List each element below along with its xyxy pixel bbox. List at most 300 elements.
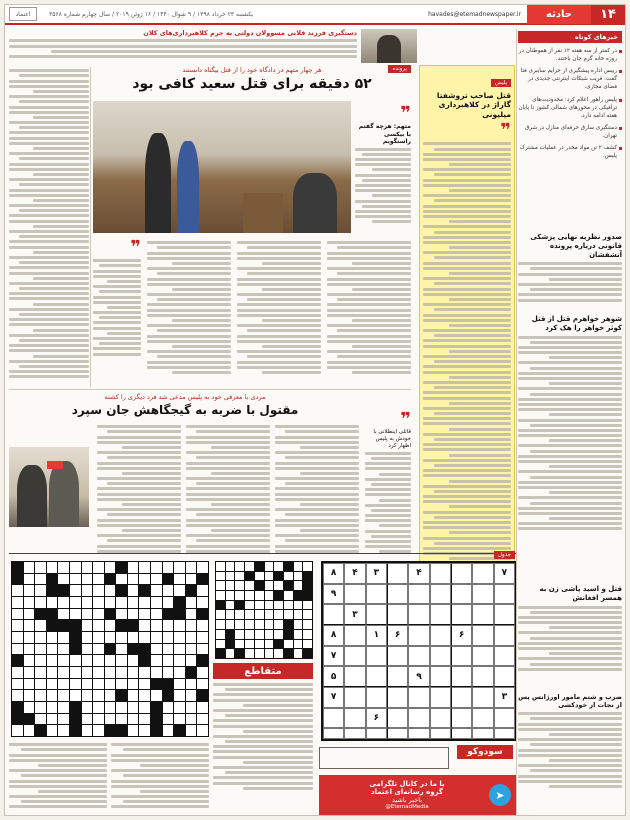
sudoku-cell[interactable]	[387, 728, 408, 739]
crossword-cell[interactable]	[47, 562, 58, 573]
crossword-cell[interactable]	[235, 591, 244, 600]
crossword-cell[interactable]	[274, 581, 283, 590]
crossword-cell[interactable]	[294, 649, 303, 658]
sudoku-cell[interactable]: ۹	[408, 666, 429, 687]
crossword-cell[interactable]	[174, 679, 185, 690]
crossword-cell[interactable]	[24, 620, 35, 631]
crossword-cell[interactable]	[47, 655, 58, 666]
crossword-cell[interactable]	[58, 655, 69, 666]
crossword-cell[interactable]	[58, 632, 69, 643]
section-email[interactable]: havades@etemadnewspaper.ir	[428, 10, 521, 18]
crossword-cell[interactable]	[186, 644, 197, 655]
sudoku-cell[interactable]: ۷	[323, 646, 344, 667]
crossword-cell[interactable]	[255, 610, 264, 619]
crossword-cell[interactable]	[197, 597, 208, 608]
crossword-cell[interactable]	[105, 597, 116, 608]
crossword-cell[interactable]	[82, 574, 93, 585]
crossword-cell[interactable]	[58, 714, 69, 725]
sudoku-cell[interactable]	[472, 563, 493, 584]
crossword-cell[interactable]	[197, 714, 208, 725]
crossword-cell[interactable]	[186, 655, 197, 666]
crossword-cell[interactable]	[70, 679, 81, 690]
crossword-cell[interactable]	[284, 640, 293, 649]
crossword-cell[interactable]	[284, 581, 293, 590]
crossword-cell[interactable]	[24, 562, 35, 573]
crossword-cell[interactable]	[303, 640, 312, 649]
sudoku-cell[interactable]: ۶	[366, 708, 387, 729]
crossword-cell[interactable]	[265, 591, 274, 600]
sudoku-cell[interactable]	[366, 604, 387, 625]
crossword-cell[interactable]	[255, 630, 264, 639]
crossword-cell[interactable]	[47, 702, 58, 713]
crossword-cell[interactable]	[226, 649, 235, 658]
crossword-cell[interactable]	[163, 655, 174, 666]
crossword-cell[interactable]	[12, 714, 23, 725]
crossword-cell[interactable]	[235, 620, 244, 629]
crossword-cell[interactable]	[163, 620, 174, 631]
crossword-cell[interactable]	[186, 690, 197, 701]
crossword-cell[interactable]	[245, 640, 254, 649]
crossword-cell[interactable]	[265, 601, 274, 610]
crossword-cell[interactable]	[128, 725, 139, 736]
crossword-cell[interactable]	[226, 620, 235, 629]
crossword-cell[interactable]	[70, 644, 81, 655]
crossword-cell[interactable]	[197, 655, 208, 666]
crossword-cell[interactable]	[116, 562, 127, 573]
sudoku-cell[interactable]	[366, 687, 387, 708]
crossword-cell[interactable]	[70, 609, 81, 620]
crossword-cell[interactable]	[235, 640, 244, 649]
sudoku-cell[interactable]: ۹	[323, 584, 344, 605]
crossword-cell[interactable]	[186, 632, 197, 643]
crossword-cell[interactable]	[12, 679, 23, 690]
crossword-cell[interactable]	[151, 714, 162, 725]
crossword-cell[interactable]	[216, 601, 225, 610]
crossword-cell[interactable]	[70, 574, 81, 585]
crossword-cell[interactable]	[186, 562, 197, 573]
crossword-cell[interactable]	[128, 597, 139, 608]
crossword-cell[interactable]	[245, 601, 254, 610]
crossword-cell[interactable]	[151, 644, 162, 655]
crossword-cell[interactable]	[294, 620, 303, 629]
crossword-cell[interactable]	[294, 591, 303, 600]
crossword-cell[interactable]	[139, 585, 150, 596]
sudoku-cell[interactable]	[430, 646, 451, 667]
crossword-cell[interactable]	[197, 725, 208, 736]
crossword-cell[interactable]	[197, 620, 208, 631]
crossword-cell[interactable]	[174, 585, 185, 596]
sudoku-cell[interactable]: ۳	[366, 563, 387, 584]
crossword-cell[interactable]	[82, 655, 93, 666]
crossword-cell[interactable]	[303, 649, 312, 658]
crossword-cell[interactable]	[139, 714, 150, 725]
crossword-cell[interactable]	[35, 632, 46, 643]
crossword-cell[interactable]	[47, 667, 58, 678]
crossword-cell[interactable]	[151, 690, 162, 701]
crossword-cell[interactable]	[105, 609, 116, 620]
crossword-cell[interactable]	[163, 597, 174, 608]
crossword-cell[interactable]	[12, 702, 23, 713]
crossword-cell[interactable]	[303, 581, 312, 590]
sudoku-cell[interactable]	[451, 584, 472, 605]
crossword-cell[interactable]	[174, 702, 185, 713]
crossword-cell[interactable]	[294, 630, 303, 639]
crossword-cell[interactable]	[82, 585, 93, 596]
crossword-cell[interactable]	[245, 572, 254, 581]
crossword-cell[interactable]	[12, 574, 23, 585]
crossword-cell[interactable]	[12, 667, 23, 678]
crossword-cell[interactable]	[197, 609, 208, 620]
crossword-cell[interactable]	[139, 702, 150, 713]
crossword-cell[interactable]	[197, 574, 208, 585]
crossword-cell[interactable]	[245, 610, 254, 619]
crossword-cell[interactable]	[93, 702, 104, 713]
crossword-cell[interactable]	[12, 609, 23, 620]
crossword-cell[interactable]	[58, 725, 69, 736]
sudoku-cell[interactable]	[494, 646, 515, 667]
crossword-cell[interactable]	[174, 574, 185, 585]
sudoku-cell[interactable]	[344, 728, 365, 739]
crossword-cell[interactable]	[70, 702, 81, 713]
crossword-cell[interactable]	[128, 655, 139, 666]
crossword-cell[interactable]	[163, 562, 174, 573]
sudoku-cell[interactable]	[472, 604, 493, 625]
crossword-cell[interactable]	[82, 632, 93, 643]
sudoku-cell[interactable]	[344, 708, 365, 729]
crossword-cell[interactable]	[35, 667, 46, 678]
sudoku-cell[interactable]	[408, 708, 429, 729]
crossword-cell[interactable]	[58, 679, 69, 690]
sudoku-cell[interactable]	[366, 646, 387, 667]
crossword-cell[interactable]	[47, 690, 58, 701]
crossword-cell[interactable]	[139, 655, 150, 666]
crossword-cell[interactable]	[303, 601, 312, 610]
crossword-cell[interactable]	[151, 585, 162, 596]
crossword-cell[interactable]	[216, 640, 225, 649]
sudoku-cell[interactable]	[451, 563, 472, 584]
crossword-cell[interactable]	[226, 591, 235, 600]
crossword-cell[interactable]	[105, 725, 116, 736]
crossword-cell[interactable]	[284, 562, 293, 571]
crossword-cell[interactable]	[235, 601, 244, 610]
crossword-cell[interactable]	[105, 679, 116, 690]
crossword-cell[interactable]	[93, 597, 104, 608]
crossword-cell[interactable]	[284, 649, 293, 658]
crossword-cell[interactable]	[47, 679, 58, 690]
crossword-cell[interactable]	[70, 562, 81, 573]
crossword-cell[interactable]	[116, 667, 127, 678]
sudoku-cell[interactable]	[451, 646, 472, 667]
crossword-cell[interactable]	[274, 640, 283, 649]
crossword-cell[interactable]	[163, 714, 174, 725]
crossword-cell[interactable]	[294, 581, 303, 590]
crossword-cell[interactable]	[24, 702, 35, 713]
crossword-cell[interactable]	[235, 562, 244, 571]
sudoku-cell[interactable]: ۱	[366, 625, 387, 646]
sudoku-cell[interactable]	[494, 604, 515, 625]
sudoku-cell[interactable]	[472, 584, 493, 605]
crossword-cell[interactable]	[226, 562, 235, 571]
crossword-cell[interactable]	[128, 609, 139, 620]
crossword-cell[interactable]	[303, 610, 312, 619]
large-crossword-grid[interactable]	[11, 561, 209, 737]
crossword-cell[interactable]	[265, 572, 274, 581]
crossword-cell[interactable]	[24, 597, 35, 608]
sudoku-cell[interactable]	[387, 708, 408, 729]
sudoku-cell[interactable]	[387, 687, 408, 708]
crossword-cell[interactable]	[265, 649, 274, 658]
crossword-cell[interactable]	[35, 620, 46, 631]
crossword-cell[interactable]	[303, 630, 312, 639]
sudoku-cell[interactable]	[387, 666, 408, 687]
sudoku-cell[interactable]	[430, 584, 451, 605]
sudoku-cell[interactable]	[430, 708, 451, 729]
crossword-cell[interactable]	[274, 601, 283, 610]
sudoku-cell[interactable]	[472, 687, 493, 708]
crossword-cell[interactable]	[303, 562, 312, 571]
crossword-cell[interactable]	[197, 644, 208, 655]
sudoku-cell[interactable]	[366, 666, 387, 687]
crossword-cell[interactable]	[197, 562, 208, 573]
sudoku-cell[interactable]	[451, 666, 472, 687]
crossword-cell[interactable]	[128, 574, 139, 585]
sudoku-cell[interactable]: ۶	[451, 625, 472, 646]
crossword-cell[interactable]	[216, 572, 225, 581]
crossword-cell[interactable]	[174, 562, 185, 573]
crossword-cell[interactable]	[163, 585, 174, 596]
crossword-cell[interactable]	[24, 655, 35, 666]
sudoku-cell[interactable]	[451, 604, 472, 625]
sudoku-cell[interactable]: ۳	[344, 604, 365, 625]
crossword-cell[interactable]	[186, 714, 197, 725]
crossword-cell[interactable]	[174, 597, 185, 608]
crossword-cell[interactable]	[274, 562, 283, 571]
crossword-cell[interactable]	[303, 620, 312, 629]
sudoku-cell[interactable]	[494, 708, 515, 729]
sudoku-cell[interactable]: ۴	[344, 563, 365, 584]
crossword-cell[interactable]	[216, 591, 225, 600]
crossword-cell[interactable]	[93, 585, 104, 596]
sudoku-cell[interactable]: ۸	[323, 625, 344, 646]
crossword-cell[interactable]	[151, 562, 162, 573]
sudoku-cell[interactable]	[472, 728, 493, 739]
crossword-cell[interactable]	[128, 679, 139, 690]
crossword-cell[interactable]	[245, 620, 254, 629]
crossword-cell[interactable]	[47, 585, 58, 596]
sudoku-cell[interactable]	[408, 646, 429, 667]
crossword-cell[interactable]	[12, 562, 23, 573]
crossword-cell[interactable]	[35, 609, 46, 620]
crossword-cell[interactable]	[58, 585, 69, 596]
crossword-cell[interactable]	[82, 620, 93, 631]
crossword-cell[interactable]	[116, 655, 127, 666]
crossword-cell[interactable]	[226, 572, 235, 581]
sudoku-cell[interactable]	[387, 563, 408, 584]
crossword-cell[interactable]	[265, 581, 274, 590]
crossword-cell[interactable]	[186, 667, 197, 678]
crossword-cell[interactable]	[151, 667, 162, 678]
crossword-cell[interactable]	[105, 690, 116, 701]
crossword-cell[interactable]	[139, 562, 150, 573]
crossword-cell[interactable]	[47, 725, 58, 736]
crossword-cell[interactable]	[116, 714, 127, 725]
sudoku-cell[interactable]	[408, 728, 429, 739]
crossword-cell[interactable]	[174, 609, 185, 620]
sudoku-cell[interactable]	[344, 666, 365, 687]
crossword-cell[interactable]	[163, 667, 174, 678]
crossword-cell[interactable]	[35, 714, 46, 725]
crossword-cell[interactable]	[216, 581, 225, 590]
crossword-cell[interactable]	[12, 655, 23, 666]
crossword-cell[interactable]	[294, 601, 303, 610]
crossword-cell[interactable]	[186, 585, 197, 596]
crossword-cell[interactable]	[245, 630, 254, 639]
crossword-cell[interactable]	[226, 640, 235, 649]
crossword-cell[interactable]	[151, 679, 162, 690]
crossword-cell[interactable]	[35, 574, 46, 585]
crossword-cell[interactable]	[47, 597, 58, 608]
crossword-cell[interactable]	[12, 585, 23, 596]
crossword-cell[interactable]	[24, 585, 35, 596]
crossword-cell[interactable]	[105, 644, 116, 655]
crossword-cell[interactable]	[226, 610, 235, 619]
sudoku-cell[interactable]	[451, 708, 472, 729]
crossword-cell[interactable]	[128, 585, 139, 596]
crossword-cell[interactable]	[105, 562, 116, 573]
crossword-cell[interactable]	[70, 655, 81, 666]
crossword-cell[interactable]	[35, 655, 46, 666]
crossword-cell[interactable]	[105, 702, 116, 713]
crossword-cell[interactable]	[151, 632, 162, 643]
crossword-cell[interactable]	[197, 585, 208, 596]
crossword-cell[interactable]	[128, 562, 139, 573]
crossword-cell[interactable]	[174, 667, 185, 678]
crossword-cell[interactable]	[235, 572, 244, 581]
crossword-cell[interactable]	[70, 620, 81, 631]
sudoku-cell[interactable]: ۵	[323, 666, 344, 687]
crossword-cell[interactable]	[139, 667, 150, 678]
sudoku-cell[interactable]	[430, 625, 451, 646]
crossword-cell[interactable]	[82, 714, 93, 725]
crossword-cell[interactable]	[35, 725, 46, 736]
crossword-cell[interactable]	[82, 597, 93, 608]
crossword-cell[interactable]	[255, 562, 264, 571]
sudoku-cell[interactable]	[366, 728, 387, 739]
crossword-cell[interactable]	[139, 679, 150, 690]
crossword-cell[interactable]	[274, 649, 283, 658]
crossword-cell[interactable]	[151, 620, 162, 631]
crossword-cell[interactable]	[294, 572, 303, 581]
crossword-cell[interactable]	[12, 597, 23, 608]
crossword-cell[interactable]	[116, 679, 127, 690]
sudoku-cell[interactable]	[387, 604, 408, 625]
sudoku-cell[interactable]	[430, 687, 451, 708]
crossword-cell[interactable]	[116, 725, 127, 736]
sudoku-cell[interactable]	[472, 708, 493, 729]
crossword-cell[interactable]	[93, 620, 104, 631]
crossword-cell[interactable]	[163, 725, 174, 736]
crossword-cell[interactable]	[105, 620, 116, 631]
sudoku-cell[interactable]	[494, 728, 515, 739]
sudoku-cell[interactable]	[472, 646, 493, 667]
crossword-cell[interactable]	[12, 644, 23, 655]
sudoku-cell[interactable]	[387, 646, 408, 667]
crossword-cell[interactable]	[235, 649, 244, 658]
crossword-cell[interactable]	[93, 667, 104, 678]
crossword-cell[interactable]	[24, 609, 35, 620]
crossword-cell[interactable]	[93, 562, 104, 573]
sudoku-cell[interactable]: ۳	[494, 687, 515, 708]
crossword-cell[interactable]	[128, 714, 139, 725]
crossword-cell[interactable]	[24, 725, 35, 736]
sudoku-cell[interactable]	[451, 728, 472, 739]
crossword-cell[interactable]	[197, 632, 208, 643]
crossword-cell[interactable]	[294, 610, 303, 619]
sudoku-cell[interactable]	[323, 708, 344, 729]
crossword-cell[interactable]	[116, 574, 127, 585]
crossword-cell[interactable]	[274, 610, 283, 619]
crossword-cell[interactable]	[226, 601, 235, 610]
crossword-cell[interactable]	[47, 620, 58, 631]
crossword-cell[interactable]	[105, 574, 116, 585]
crossword-cell[interactable]	[128, 620, 139, 631]
crossword-cell[interactable]	[226, 630, 235, 639]
crossword-cell[interactable]	[58, 620, 69, 631]
sudoku-cell[interactable]	[472, 625, 493, 646]
crossword-cell[interactable]	[58, 667, 69, 678]
sudoku-cell[interactable]: ۸	[323, 563, 344, 584]
crossword-cell[interactable]	[235, 630, 244, 639]
sudoku-cell[interactable]	[494, 625, 515, 646]
crossword-cell[interactable]	[82, 679, 93, 690]
crossword-cell[interactable]	[139, 609, 150, 620]
sudoku-cell[interactable]	[494, 666, 515, 687]
crossword-cell[interactable]	[58, 644, 69, 655]
crossword-cell[interactable]	[265, 610, 274, 619]
crossword-cell[interactable]	[58, 690, 69, 701]
crossword-cell[interactable]	[284, 630, 293, 639]
crossword-cell[interactable]	[151, 597, 162, 608]
crossword-cell[interactable]	[93, 679, 104, 690]
sudoku-cell[interactable]	[494, 584, 515, 605]
telegram-banner[interactable]	[319, 775, 517, 815]
crossword-cell[interactable]	[116, 609, 127, 620]
crossword-cell[interactable]	[82, 609, 93, 620]
crossword-cell[interactable]	[35, 679, 46, 690]
crossword-cell[interactable]	[93, 644, 104, 655]
crossword-cell[interactable]	[47, 714, 58, 725]
crossword-cell[interactable]	[47, 644, 58, 655]
crossword-cell[interactable]	[58, 702, 69, 713]
crossword-cell[interactable]	[294, 640, 303, 649]
crossword-cell[interactable]	[216, 649, 225, 658]
sudoku-cell[interactable]: ۶	[387, 625, 408, 646]
crossword-cell[interactable]	[216, 630, 225, 639]
sudoku-cell[interactable]	[387, 584, 408, 605]
crossword-cell[interactable]	[216, 620, 225, 629]
sudoku-cell[interactable]	[408, 625, 429, 646]
sudoku-grid[interactable]	[321, 561, 517, 741]
crossword-cell[interactable]	[35, 702, 46, 713]
crossword-cell[interactable]	[128, 690, 139, 701]
crossword-cell[interactable]	[93, 632, 104, 643]
crossword-cell[interactable]	[265, 640, 274, 649]
crossword-cell[interactable]	[294, 562, 303, 571]
crossword-cell[interactable]	[116, 620, 127, 631]
crossword-cell[interactable]	[128, 702, 139, 713]
crossword-cell[interactable]	[245, 649, 254, 658]
sudoku-cell[interactable]	[366, 584, 387, 605]
